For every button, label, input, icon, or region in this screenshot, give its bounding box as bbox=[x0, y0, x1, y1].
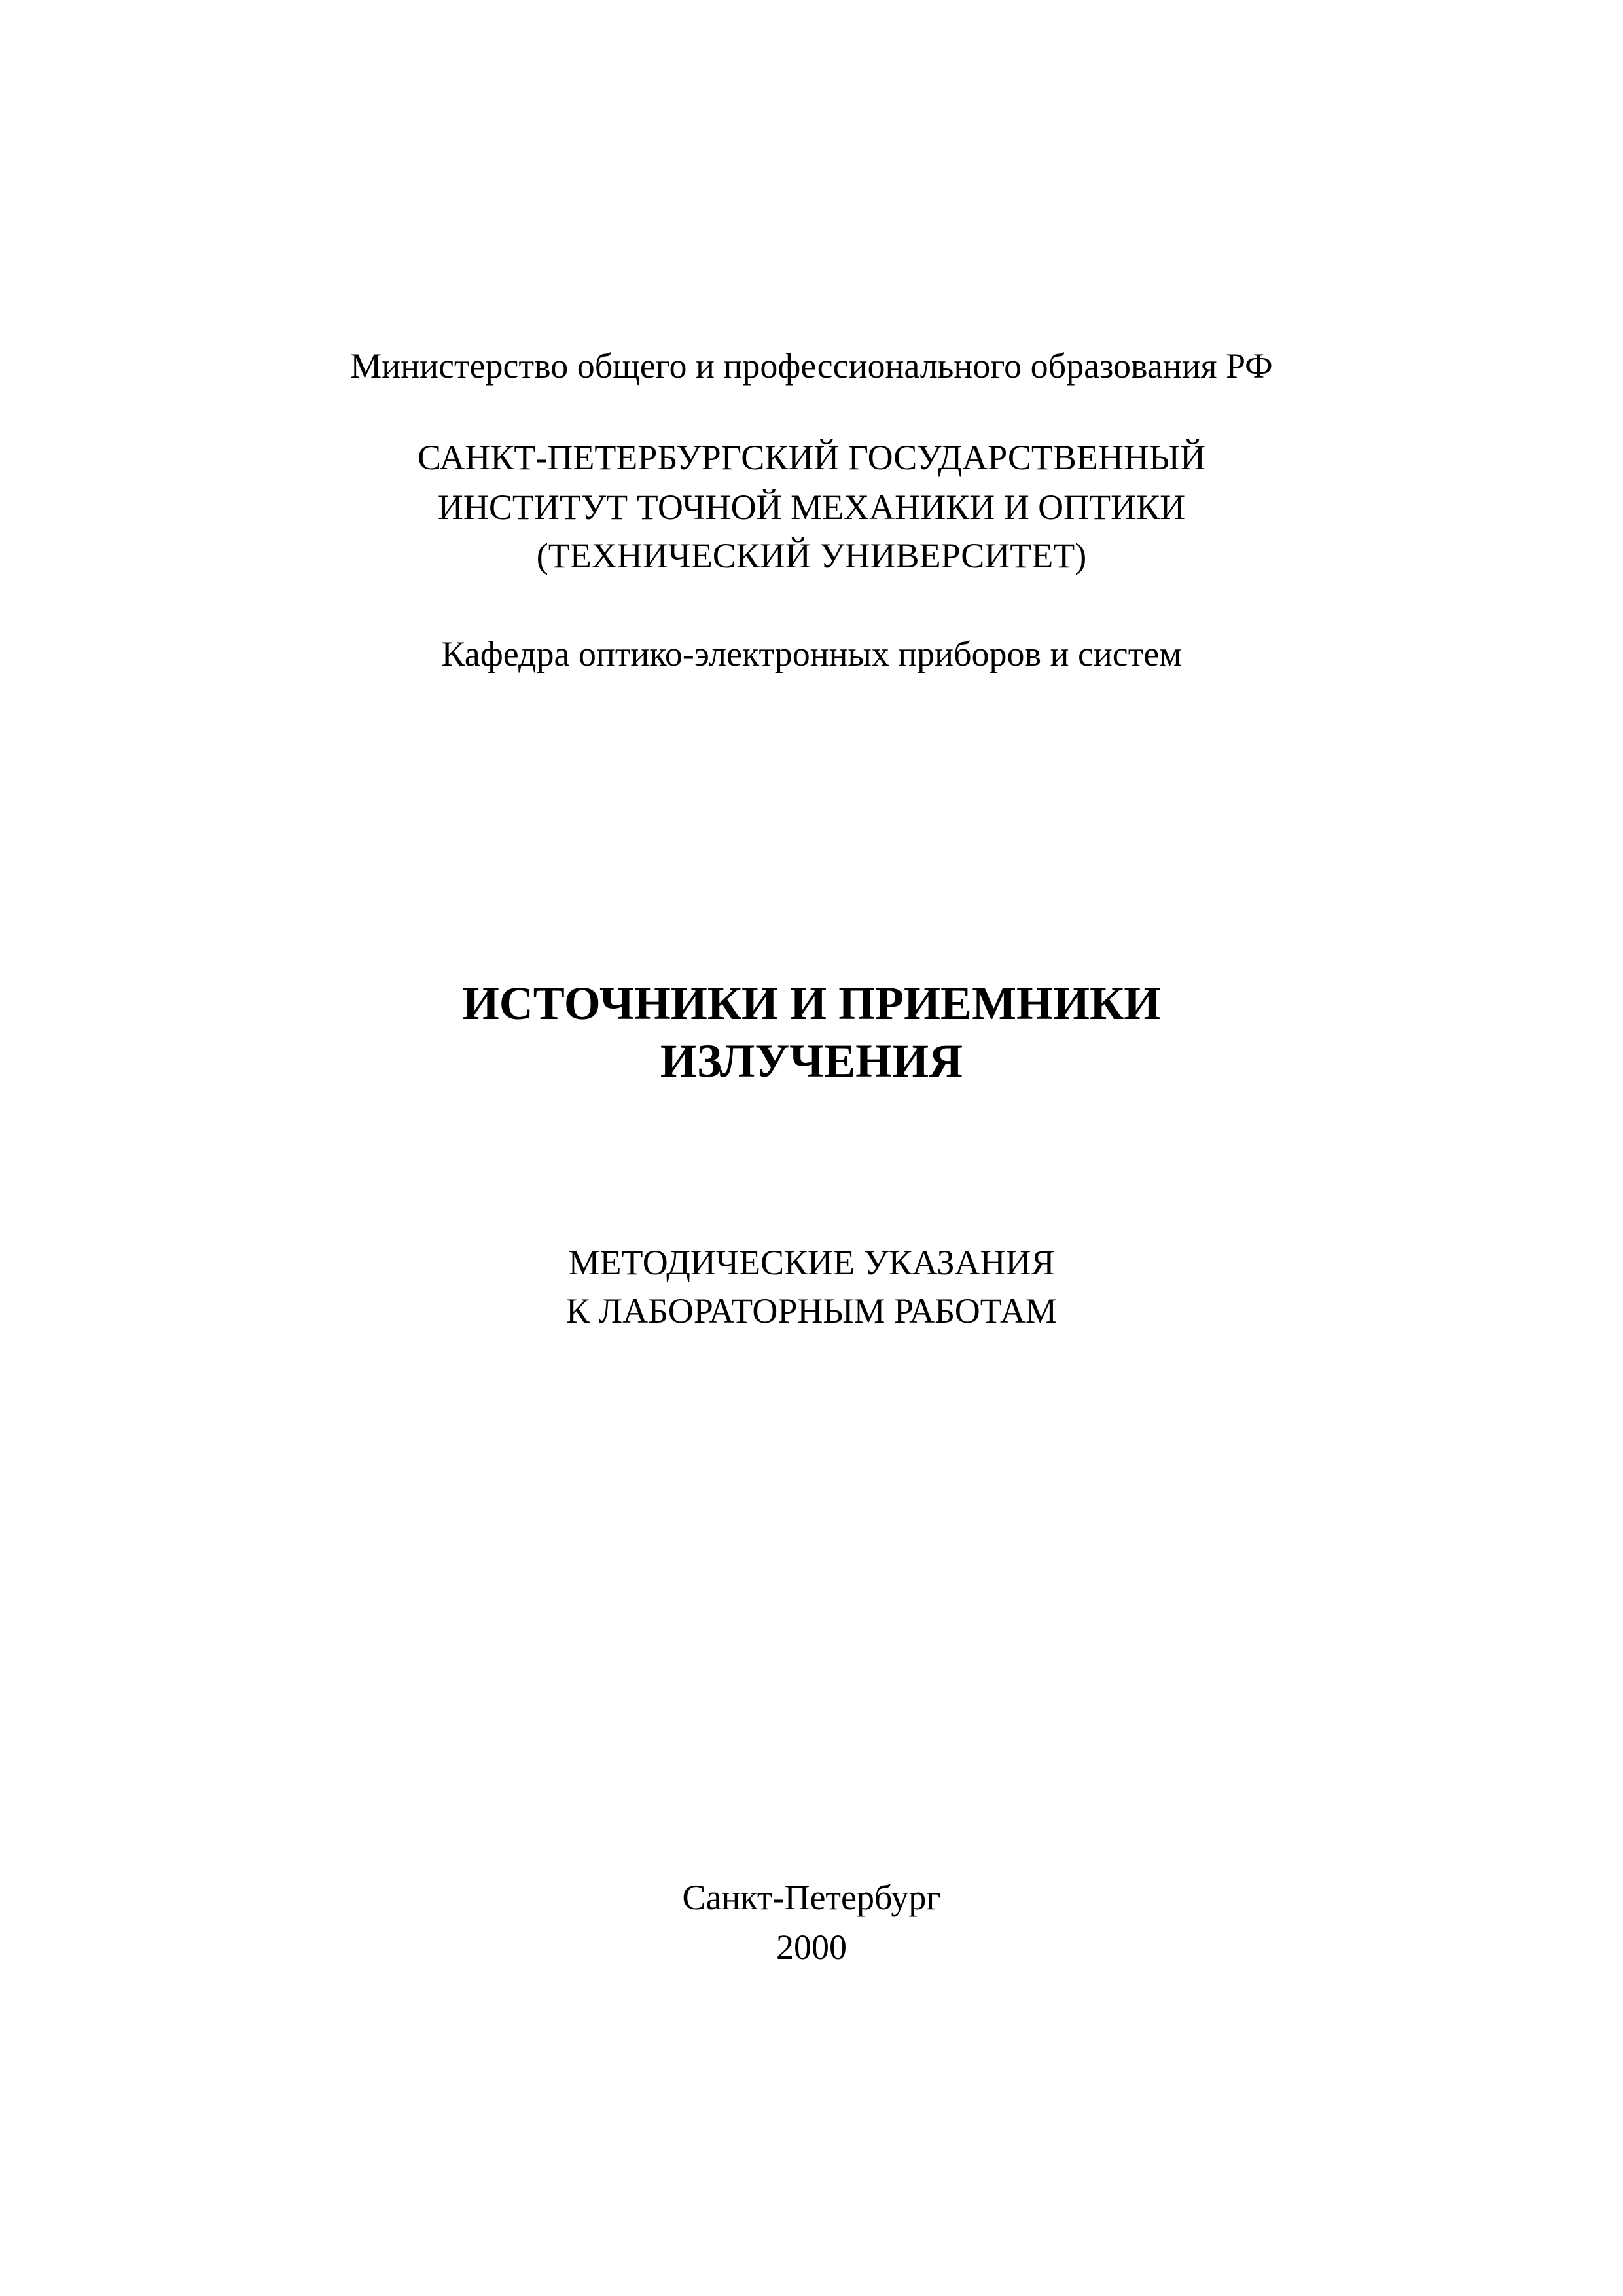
document-title-line-2: ИЗЛУЧЕНИЯ bbox=[660, 1035, 963, 1087]
publication-city: Санкт-Петербург bbox=[682, 1878, 941, 1917]
document-title-line-1: ИСТОЧНИКИ И ПРИЕМНИКИ bbox=[462, 977, 1161, 1030]
ministry-line: Министерство общего и профессионального образования РФ bbox=[350, 346, 1273, 386]
department-line: Кафедра оптико-электронных приборов и систем bbox=[441, 634, 1182, 673]
institute-name-line-1: САНКТ-ПЕТЕРБУРГСКИЙ ГОСУДАРСТВЕННЫЙ bbox=[418, 438, 1205, 477]
document-subtitle-line-1: МЕТОДИЧЕСКИЕ УКАЗАНИЯ bbox=[568, 1243, 1055, 1282]
document-subtitle-line-2: К ЛАБОРАТОРНЫМ РАБОТАМ bbox=[565, 1291, 1058, 1331]
publication-year: 2000 bbox=[776, 1928, 847, 1967]
institute-name-line-3: (ТЕХНИЧЕСКИЙ УНИВЕРСИТЕТ) bbox=[536, 536, 1087, 575]
institute-name-line-2: ИНСТИТУТ ТОЧНОЙ МЕХАНИКИ И ОПТИКИ bbox=[437, 488, 1186, 527]
